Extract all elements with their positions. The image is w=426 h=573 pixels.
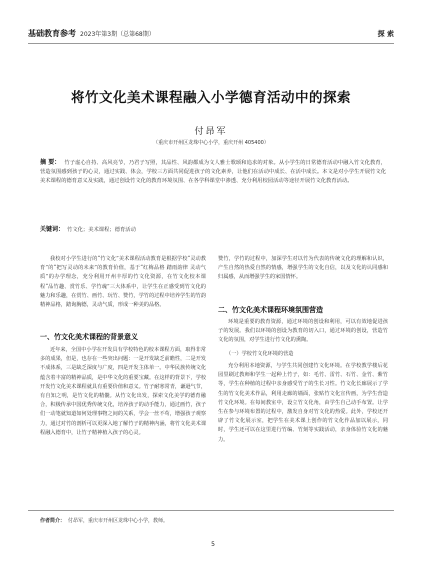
abstract-text: 竹子虚心自持、高风亮节，乃君子写照，其品性、风韵都成为文人雅士歌颂和追求的对象。从小学生的日常德育活动中融入竹文化教育，营造氛围感到孩子的心灵，通过实践、体会，学校三方面共同促进孩子的文化素养，让他们在活动中成长、在活中成长。本文是对小学生开展竹文化美术课程的德育意义及实践，通过创设竹文化的教育环境氛围、在各学科课堂中渗透、充分利用校园活动等途径开展竹文化教育活动。 (40, 160, 386, 185)
abstract (40, 158, 386, 187)
continued-paragraph: 赞竹，学竹的过程中，加深学生对以竹为代表的传统文化的理解和认识，产生自然的热爱自然的情感，增强学生的文化自信，以及文化的认同感和归属感，从而增强学生的家国情怀。 (218, 256, 388, 281)
footnote-divider (28, 510, 394, 511)
section-1-paragraph: 近年来，全国中小学在开发具有学校特色的校本课程方面，取得非常多的成果，但是，也存在一些突出问题：一是开发缺乏前瞻性，二是开发不成体系，三是缺乏深度与广度，四是开发主体单一。中华民族传统文化蕴含着丰富的精神品质，是中华文化的重要宝藏。在这样的背景下，学校开发竹文化美术课程就具有重要价值和意义。竹子耐寒常青，谦逊气节，有自知之明，是竹文化的精髓。从竹文化出发，探索文化美学的德育融合，积极传承中国优秀传统文化，培养孩子的动手能力，通过画竹，孩子们一动笔就知道如何处理事物之间的关系，学会一丝不苟，增强孩子观察力，通过对竹的剖析可以更深入地了解竹子的精神内涵，将竹文化美术课程融入德育中，让竹子精神植入孩子的心灵。 (40, 347, 206, 436)
section-1-heading: 一、竹文化美术课程的背景意义 (40, 333, 138, 341)
section-2-heading: 二、竹文化美术课程环境氛围营造 (218, 306, 323, 314)
keywords-label: 关键词： (40, 226, 65, 233)
section-2-paragraph: 环境是重要的教育资源，通过环境的创设和利用，可以有效地促进孩子的发展。我们以环境的创设为教育的切入口，通过环境的创设，营造竹文化的氛围，对学生进行竹文化的熏陶。 (218, 319, 388, 344)
footnote-text: 付昂军，重庆市开州区龙珠中心小学，教师。 (68, 518, 169, 524)
column-name: 探 索 (377, 30, 394, 38)
magazine-name: 基础教育参考 (28, 29, 76, 38)
page-number: 5 (211, 541, 215, 548)
abstract-label: 摘 要： (40, 159, 61, 166)
subsection-1-paragraph: 充分利用本地资源，与学生共同创建竹文化环境。在学校教学楼后花园里刷过教师和学生一起种上竹子，如：毛竹、雷竹、石竹、金竹、紫竹等，学生在种植的过程中亲身感受竹子的生长习性。竹文化长廊展示了学生的竹文化美术作品，利用走廊的墙面，张贴竹文化宣传画，为学生营造竹文化环境。在每间教室中，设立竹文化角，由学生自己动手布置。让学生在参与环境布置的过程中，激发自身对竹文化的热爱。此外，学校还开辟了竹文化展示室，把学生在美术课上创作的竹文化作品加以展示，同时，学生还可以在这里进行竹编、竹刻等实践活动，亲身体验竹文化的魅力。 (218, 363, 388, 443)
subsection-1-heading: （一）学校竹文化环境的营造 (226, 351, 294, 357)
running-header (28, 27, 394, 44)
article-title: 将竹文化美术课程融入小学德育活动中的探索 (71, 90, 351, 106)
author-name: 付昂军 (194, 127, 228, 137)
intro-paragraph: 我校对小学生进行的“竹文化”美术课程活动教育是根据学校“灵动教育”的“把写灵动的未来”的教育价值，基于“红梅品格 踏雨韵律 灵动气质”的办学理念，充分利用开州丰厚的竹文化资源，在竹文化校本课程“品竹趣、赏竹乐、学竹魂”三大体系中，让学生在正感受到竹文化的魅力和乐趣，在赏竹、画竹、玩竹、赞竹，学竹的过程中培养学生的竹韵精神品格，踏询胸德，灵动气质，形成一种美的品格。 (40, 256, 206, 309)
author-footnote (40, 517, 340, 524)
keywords-text: 竹文化；美术课程；德育活动 (67, 227, 136, 233)
author-affiliation: （重庆市开州区龙珠中心小学，重庆开州 405400） (153, 140, 269, 146)
footnote-label: 作者简介： (40, 518, 66, 524)
keywords (40, 225, 386, 235)
issue-info: 2023年第3期（总第68期） (80, 31, 155, 38)
